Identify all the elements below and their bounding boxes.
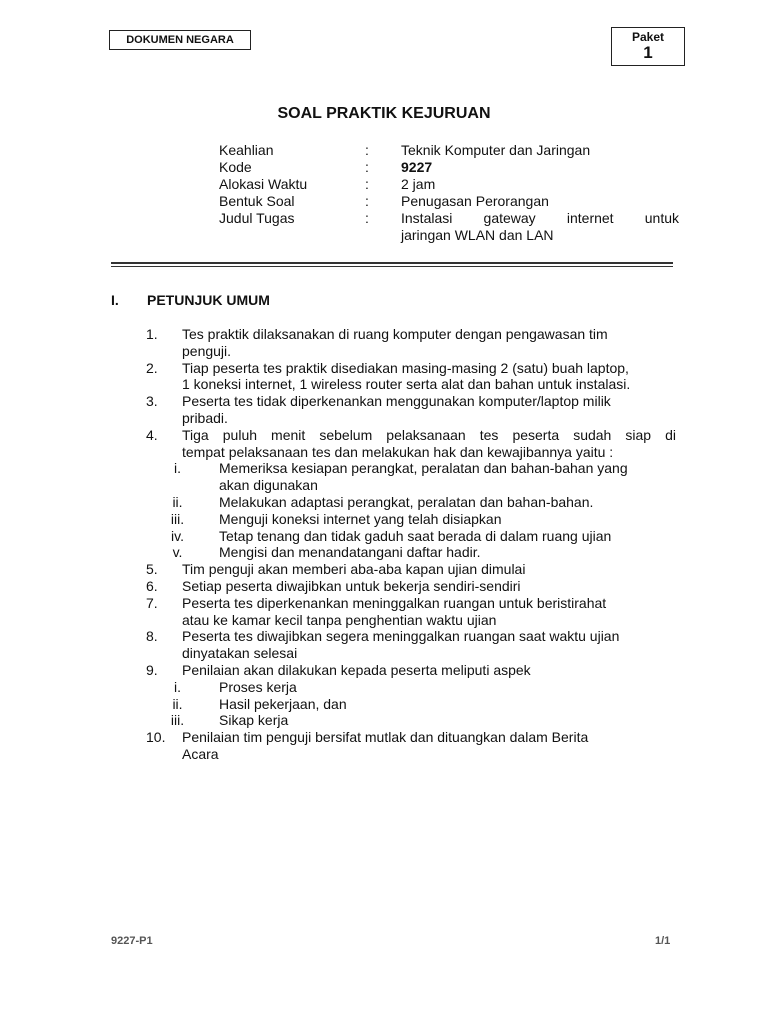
list-item-text bbox=[182, 393, 676, 427]
list-item-line: Tes praktik dilaksanakan di ruang komputer dengan pengawasan tim bbox=[182, 326, 608, 342]
divider-thin bbox=[111, 266, 673, 267]
meta-colon: : bbox=[365, 210, 369, 226]
meta-key: Keahlian bbox=[219, 142, 274, 158]
list-item-line: Setiap peserta diwajibkan untuk bekerja sendiri-sendiri bbox=[182, 577, 521, 594]
meta-colon: : bbox=[365, 176, 369, 192]
list-item-text bbox=[182, 561, 676, 578]
sub-list-item-text bbox=[219, 679, 676, 696]
list-item-text bbox=[182, 662, 676, 679]
sub-list-item-line: akan digunakan bbox=[219, 477, 318, 494]
list-item-line: Tiga puluh menit sebelum pelaksanaan tes peserta sudah siap di bbox=[182, 426, 676, 443]
meta-row-bentuk-soal bbox=[219, 193, 679, 210]
sub-list-item bbox=[146, 460, 676, 494]
meta-colon: : bbox=[365, 193, 369, 209]
sub-list-item-line: Menguji koneksi internet yang telah disiapkan bbox=[219, 510, 502, 527]
list-item-text bbox=[182, 427, 676, 461]
list-item-line: Tim penguji akan memberi aba-aba kapan ujian dimulai bbox=[182, 561, 526, 578]
sub-list-item-line: Memeriksa kesiapan perangkat, peralatan dan bahan-bahan yang bbox=[219, 460, 628, 477]
sub-list-item-number: i. bbox=[174, 678, 181, 695]
list-item-text bbox=[182, 628, 676, 662]
sub-list-item-text bbox=[219, 494, 676, 511]
sub-list-item-text bbox=[219, 460, 676, 494]
list-item bbox=[146, 326, 676, 360]
sub-list-item-line: Mengisi dan menandatangani daftar hadir. bbox=[219, 544, 481, 561]
sub-list-item bbox=[146, 712, 676, 729]
meta-value-continued: jaringan WLAN dan LAN bbox=[401, 227, 554, 243]
meta-value: Teknik Komputer dan Jaringan bbox=[401, 142, 591, 158]
meta-row-keahlian bbox=[219, 142, 679, 159]
list-item-number: 5. bbox=[146, 561, 158, 578]
sub-list-item-line: Tetap tenang dan tidak gaduh saat berada di dalam ruang ujian bbox=[219, 527, 612, 544]
list-item-number: 8. bbox=[146, 628, 158, 645]
divider-thick bbox=[111, 262, 673, 264]
meta-row-judul-tugas-cont bbox=[219, 227, 679, 244]
list-item-line: dinyatakan selesai bbox=[182, 645, 298, 662]
list-item-number: 10. bbox=[146, 729, 166, 746]
list-item-line: Acara bbox=[182, 745, 219, 762]
list-item-number: 3. bbox=[146, 393, 158, 410]
footer-page-number: 1/1 bbox=[655, 935, 671, 947]
list-item-number: 2. bbox=[146, 359, 158, 376]
list-item-line: Tiap peserta tes praktik disediakan masing-masing 2 (satu) buah laptop, bbox=[182, 359, 629, 376]
list-item-text bbox=[182, 595, 676, 629]
section-heading bbox=[111, 292, 671, 308]
list-item-line: 1 koneksi internet, 1 wireless router serta alat dan bahan untuk instalasi. bbox=[182, 376, 631, 393]
meta-key: Kode bbox=[219, 159, 252, 175]
meta-colon: : bbox=[365, 142, 369, 158]
list-item-text bbox=[182, 360, 676, 394]
document-classification-label: DOKUMEN NEGARA bbox=[109, 30, 251, 50]
sub-list-item-number: ii. bbox=[172, 493, 183, 510]
meta-table bbox=[219, 142, 679, 244]
sub-list-item-number: iii. bbox=[170, 510, 185, 527]
instruction-list bbox=[146, 326, 676, 763]
meta-value: Instalasi gateway internet untuk bbox=[401, 210, 679, 226]
paket-number: 1 bbox=[643, 43, 653, 62]
list-item bbox=[146, 393, 676, 427]
meta-key: Judul Tugas bbox=[219, 210, 295, 226]
sub-list-item bbox=[146, 696, 676, 713]
list-item-line: Peserta tes diperkenankan meninggalkan ruangan untuk beristirahat bbox=[182, 594, 607, 611]
list-item-text bbox=[182, 729, 676, 763]
list-item-line: Peserta tes tidak diperkenankan menggunakan komputer/laptop milik bbox=[182, 393, 611, 410]
sub-list-item-line: Sikap kerja bbox=[219, 712, 289, 729]
list-item-line: tempat pelaksanaan tes dan melakukan hak dan kewajibannya yaitu : bbox=[182, 443, 614, 460]
meta-colon: : bbox=[365, 159, 369, 175]
sub-list-item-number: ii. bbox=[172, 695, 183, 712]
meta-row-judul-tugas bbox=[219, 210, 679, 227]
list-item bbox=[146, 578, 676, 595]
sub-list-item bbox=[146, 494, 676, 511]
list-item-number: 9. bbox=[146, 661, 158, 678]
list-item-number: 6. bbox=[146, 577, 158, 594]
list-item-line: pribadi. bbox=[182, 409, 228, 426]
sub-list-item bbox=[146, 679, 676, 696]
sub-list-item-text bbox=[219, 528, 676, 545]
list-item-text bbox=[182, 578, 676, 595]
meta-row-kode bbox=[219, 159, 679, 176]
list-item bbox=[146, 427, 676, 461]
list-item-line: Penilaian tim penguji bersifat mutlak dan dituangkan dalam Berita bbox=[182, 729, 589, 746]
section-title: PETUNJUK UMUM bbox=[147, 292, 270, 308]
sub-list-item bbox=[146, 544, 676, 561]
sub-list-item-text bbox=[219, 712, 676, 729]
sub-list-item-text bbox=[219, 544, 676, 561]
list-item bbox=[146, 729, 676, 763]
sub-list-item-number: iv. bbox=[171, 527, 184, 544]
meta-row-alokasi-waktu bbox=[219, 176, 679, 193]
meta-key: Alokasi Waktu bbox=[219, 176, 308, 192]
paket-label: Paket bbox=[631, 30, 665, 44]
sub-list-item-text bbox=[219, 696, 676, 713]
list-item bbox=[146, 662, 676, 679]
list-item-number: 4. bbox=[146, 426, 158, 443]
list-item-line: Penilaian akan dilakukan kepada peserta meliputi aspek bbox=[182, 661, 531, 678]
meta-value: Penugasan Perorangan bbox=[401, 193, 549, 209]
sub-list-item-text bbox=[219, 511, 676, 528]
sub-list-item bbox=[146, 528, 676, 545]
sub-list-item-number: v. bbox=[172, 544, 183, 561]
list-item bbox=[146, 628, 676, 662]
sub-list-item-number: i. bbox=[174, 460, 181, 477]
page-title: SOAL PRAKTIK KEJURUAN bbox=[277, 105, 491, 122]
meta-value: 2 jam bbox=[401, 176, 436, 192]
list-item-number: 1. bbox=[146, 326, 158, 342]
list-item bbox=[146, 561, 676, 578]
sub-list-item-line: Proses kerja bbox=[219, 678, 297, 695]
list-item-text bbox=[182, 326, 676, 360]
sub-list-item-line: Hasil pekerjaan, dan bbox=[219, 695, 347, 712]
list-item-line: atau ke kamar kecil tanpa penghentian waktu ujian bbox=[182, 611, 497, 628]
list-item bbox=[146, 360, 676, 394]
paket-box bbox=[611, 27, 685, 66]
list-item-line: penguji. bbox=[182, 342, 232, 359]
sub-list-item-number: iii. bbox=[170, 712, 185, 729]
sub-list-item bbox=[146, 511, 676, 528]
sub-list-item-line: Melakukan adaptasi perangkat, peralatan dan bahan-bahan. bbox=[219, 493, 594, 510]
footer-code: 9227-P1 bbox=[111, 935, 153, 947]
list-item bbox=[146, 595, 676, 629]
section-number: I. bbox=[111, 292, 119, 308]
list-item-number: 7. bbox=[146, 594, 158, 611]
meta-value: 9227 bbox=[401, 159, 433, 175]
meta-key: Bentuk Soal bbox=[219, 193, 295, 209]
list-item-line: Peserta tes diwajibkan segera meninggalkan ruangan saat waktu ujian bbox=[182, 628, 620, 645]
